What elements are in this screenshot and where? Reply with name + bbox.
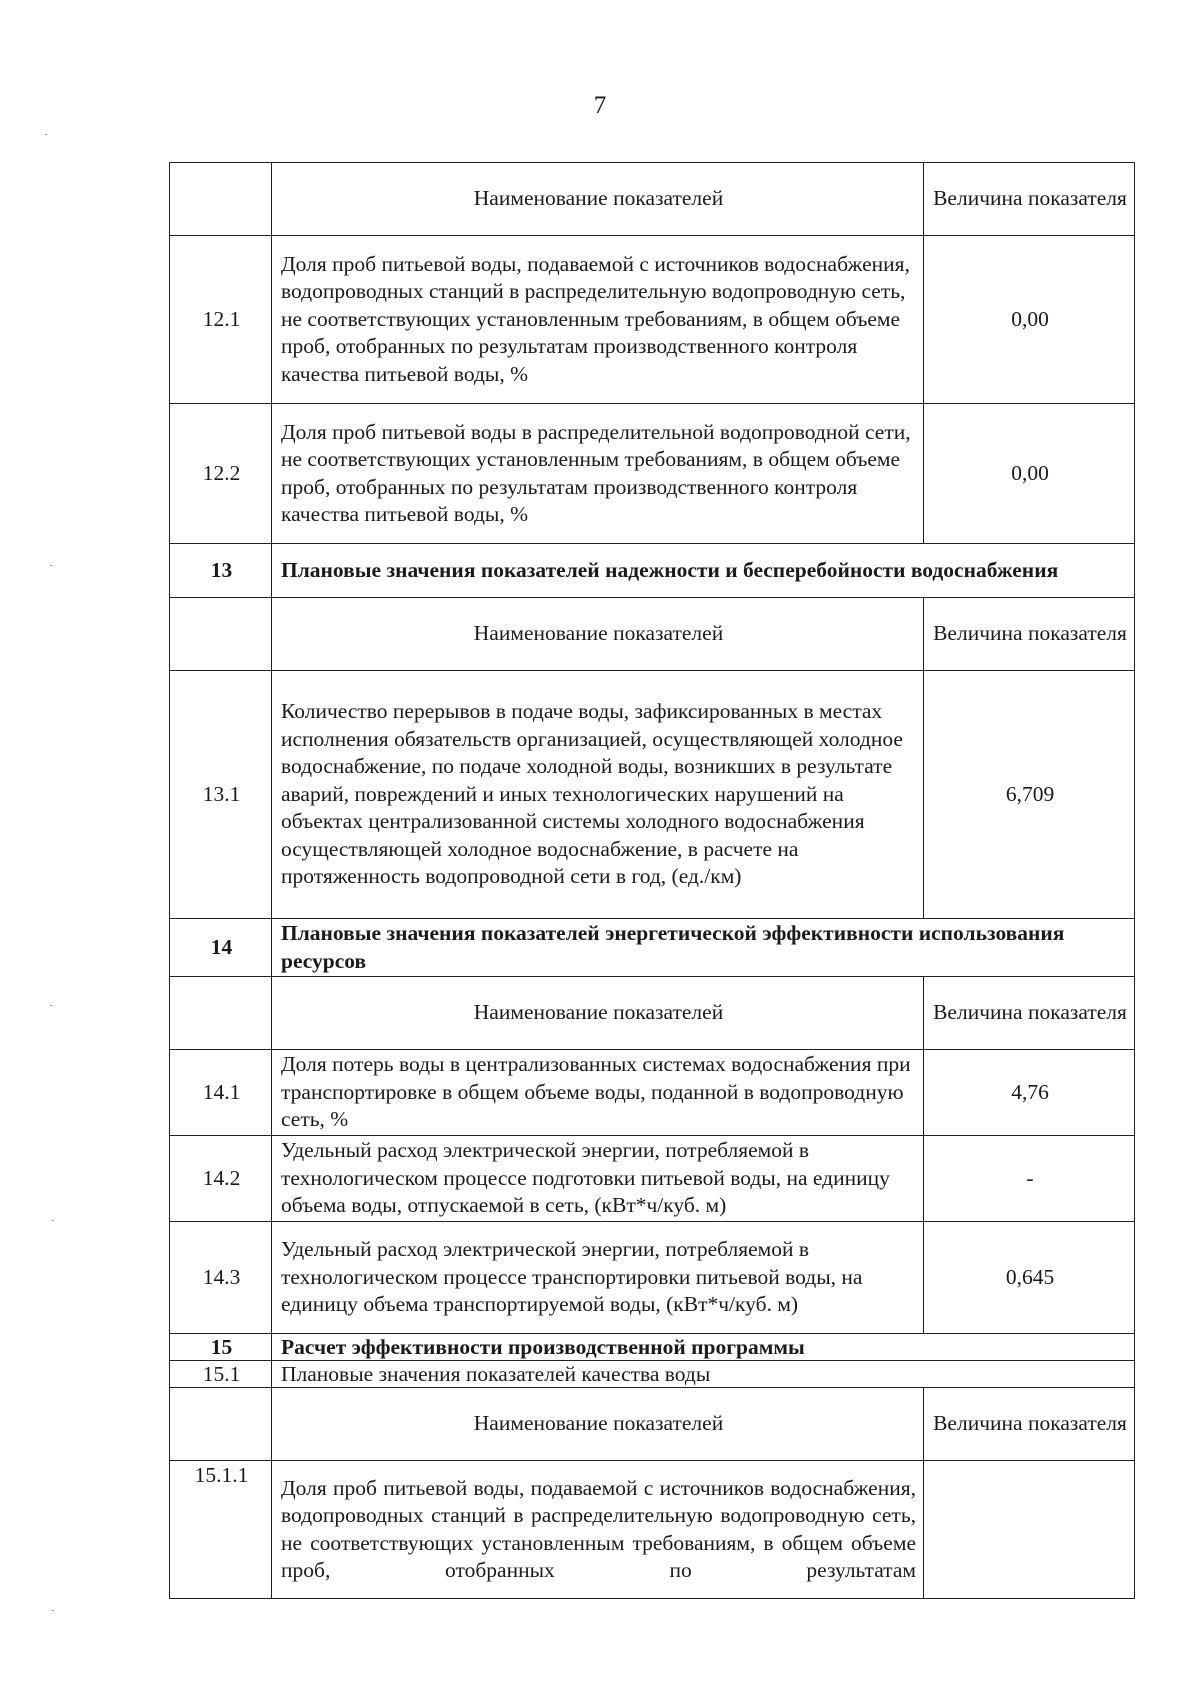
row-text: Доля потерь воды в централизованных системах водоснабжения при транспортировке в общем объеме воды, поданной в водопроводную сеть, % bbox=[272, 1050, 924, 1136]
section-number: 13 bbox=[170, 544, 272, 598]
table-row bbox=[170, 236, 1135, 404]
table-row bbox=[170, 1050, 1135, 1136]
header-number-cell bbox=[170, 977, 272, 1050]
row-text: Количество перерывов в подаче воды, зафиксированных в местах исполнения обязательств организацией, осуществляющей холодное водоснабжение, по подаче холодной воды, возникших в результате аварий, повреждений и иных технологических нарушений на объектах централизованной системы холодного водоснабжения осуществляющей холодное водоснабжение, в расчете на протяженность водопроводной сети в год, (ед./км) bbox=[272, 671, 924, 919]
table-header-row bbox=[170, 163, 1135, 236]
row-number: 14.1 bbox=[170, 1050, 272, 1136]
header-value-cell: Величина показателя bbox=[924, 163, 1135, 236]
table-header-row bbox=[170, 977, 1135, 1050]
section-title: Плановые значения показателей энергетической эффективности использования ресурсов bbox=[272, 919, 1135, 977]
header-name-cell: Наименование показателей bbox=[272, 598, 924, 671]
row-value: 4,76 bbox=[924, 1050, 1135, 1136]
header-number-cell bbox=[170, 163, 272, 236]
table-row bbox=[170, 404, 1135, 544]
row-value: 0,00 bbox=[924, 404, 1135, 544]
row-value: - bbox=[924, 1136, 1135, 1222]
section-title: Расчет эффективности производственной программы bbox=[272, 1334, 1135, 1361]
table-header-row bbox=[170, 598, 1135, 671]
table-row bbox=[170, 1222, 1135, 1334]
row-number: 13.1 bbox=[170, 671, 272, 919]
scan-mark bbox=[45, 134, 47, 135]
row-number: 14.2 bbox=[170, 1136, 272, 1222]
header-value-cell: Величина показателя bbox=[924, 977, 1135, 1050]
subsection-title: Плановые значения показателей качества воды bbox=[272, 1361, 1135, 1388]
row-value: 0,645 bbox=[924, 1222, 1135, 1334]
header-value-cell: Величина показателя bbox=[924, 598, 1135, 671]
header-number-cell bbox=[170, 598, 272, 671]
scan-mark bbox=[50, 565, 52, 566]
row-value bbox=[924, 1461, 1135, 1599]
row-value: 0,00 bbox=[924, 236, 1135, 404]
scan-mark bbox=[52, 1610, 54, 1611]
header-name-cell: Наименование показателей bbox=[272, 1388, 924, 1461]
section-number: 15 bbox=[170, 1334, 272, 1361]
row-number: 14.3 bbox=[170, 1222, 272, 1334]
header-value-cell: Величина показателя bbox=[924, 1388, 1135, 1461]
table-row bbox=[170, 1136, 1135, 1222]
row-number: 15.1.1 bbox=[170, 1461, 272, 1599]
section-number: 14 bbox=[170, 919, 272, 977]
subsection-row bbox=[170, 1361, 1135, 1388]
row-text: Доля проб питьевой воды, подаваемой с источников водоснабжения, водопроводных станций в распределительную водопроводную сеть, не соответствующих установленным требованиям, в общем объеме проб, отобранных по результатам bbox=[272, 1461, 924, 1599]
table-header-row bbox=[170, 1388, 1135, 1461]
row-text: Доля проб питьевой воды, подаваемой с источников водоснабжения, водопроводных станций в распределительную водопроводную сеть, не соответствующих установленным требованиям, в общем объеме проб, отобранных по результатам производственного контроля качества питьевой воды, % bbox=[272, 236, 924, 404]
section-row bbox=[170, 919, 1135, 977]
section-row bbox=[170, 544, 1135, 598]
header-name-cell: Наименование показателей bbox=[272, 977, 924, 1050]
header-number-cell bbox=[170, 1388, 272, 1461]
row-value: 6,709 bbox=[924, 671, 1135, 919]
row-text: Удельный расход электрической энергии, потребляемой в технологическом процессе транспортировки питьевой воды, на единицу объема транспортируемой воды, (кВт*ч/куб. м) bbox=[272, 1222, 924, 1334]
indicators-table bbox=[169, 162, 1135, 1599]
subsection-number: 15.1 bbox=[170, 1361, 272, 1388]
page-number: 7 bbox=[593, 92, 607, 119]
row-text: Доля проб питьевой воды в распределительной водопроводной сети, не соответствующих установленным требованиям, в общем объеме проб, отобранных по результатам производственного контроля качества питьевой воды, % bbox=[272, 404, 924, 544]
scan-mark bbox=[52, 1220, 54, 1221]
section-title: Плановые значения показателей надежности и бесперебойности водоснабжения bbox=[272, 544, 1135, 598]
row-text: Удельный расход электрической энергии, потребляемой в технологическом процессе подготовки питьевой воды, на единицу объема воды, отпускаемой в сеть, (кВт*ч/куб. м) bbox=[272, 1136, 924, 1222]
table-row bbox=[170, 1461, 1135, 1599]
section-row bbox=[170, 1334, 1135, 1361]
header-name-cell: Наименование показателей bbox=[272, 163, 924, 236]
row-number: 12.2 bbox=[170, 404, 272, 544]
row-number: 12.1 bbox=[170, 236, 272, 404]
scan-mark bbox=[50, 1005, 52, 1006]
table-row bbox=[170, 671, 1135, 919]
